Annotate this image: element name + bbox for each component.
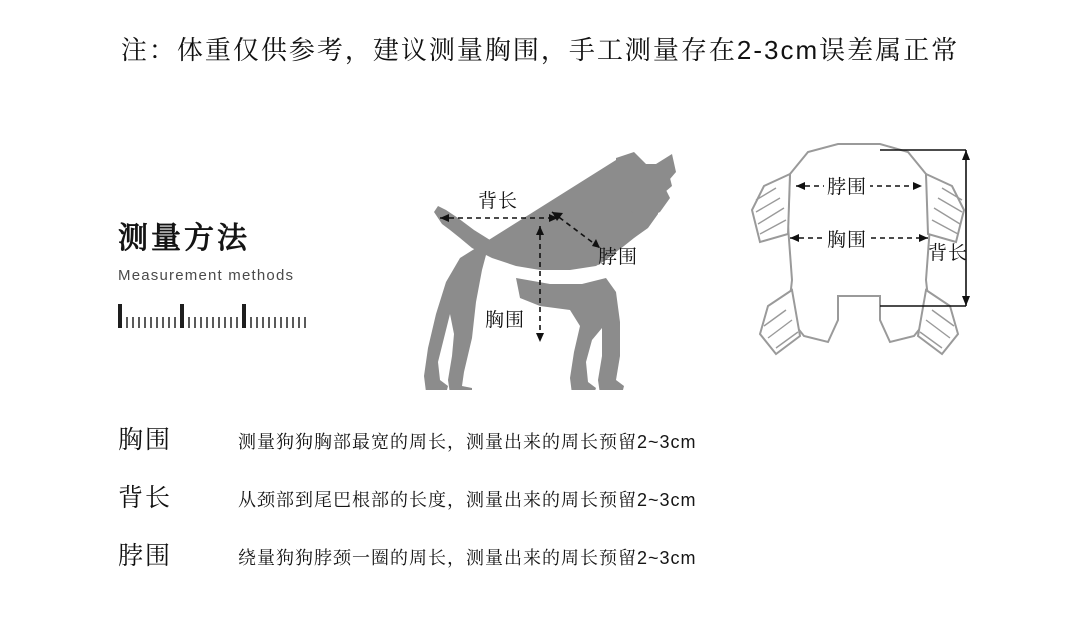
title-block: [118, 222, 368, 328]
legend-term: 胸围: [118, 426, 173, 454]
list-item: [118, 536, 968, 572]
legend-list: [118, 420, 968, 594]
dog-measurement-diagram: [400, 130, 690, 390]
legend-description: 绕量狗狗脖颈一圈的周长，测量出来的周长预留2~3cm: [238, 548, 697, 568]
ruler-icon: [118, 302, 308, 328]
title-chinese: 测量方法: [118, 222, 250, 255]
garment-label-chest: 胸围: [824, 225, 870, 252]
list-item: [118, 478, 968, 514]
dog-label-chest: 胸围: [482, 305, 528, 332]
title-english: Measurement methods: [118, 267, 295, 284]
garment-measurement-diagram: [730, 130, 1010, 390]
garment-label-neck: 脖围: [824, 172, 870, 199]
legend-description: 测量狗狗胸部最宽的周长，测量出来的周长预留2~3cm: [238, 432, 697, 452]
dog-dimension-lines: [400, 130, 690, 390]
legend-term: 背长: [118, 484, 173, 512]
garment-label-back-length: 背长: [928, 243, 969, 264]
dog-label-neck: 脖围: [598, 247, 639, 268]
legend-description: 从颈部到尾巴根部的长度，测量出来的周长预留2~3cm: [238, 490, 697, 510]
dog-label-back-length: 背长: [478, 191, 519, 212]
list-item: [118, 420, 968, 456]
top-note: 注：体重仅供参考，建议测量胸围，手工测量存在2-3cm误差属正常: [120, 35, 960, 65]
legend-term: 脖围: [118, 542, 173, 570]
